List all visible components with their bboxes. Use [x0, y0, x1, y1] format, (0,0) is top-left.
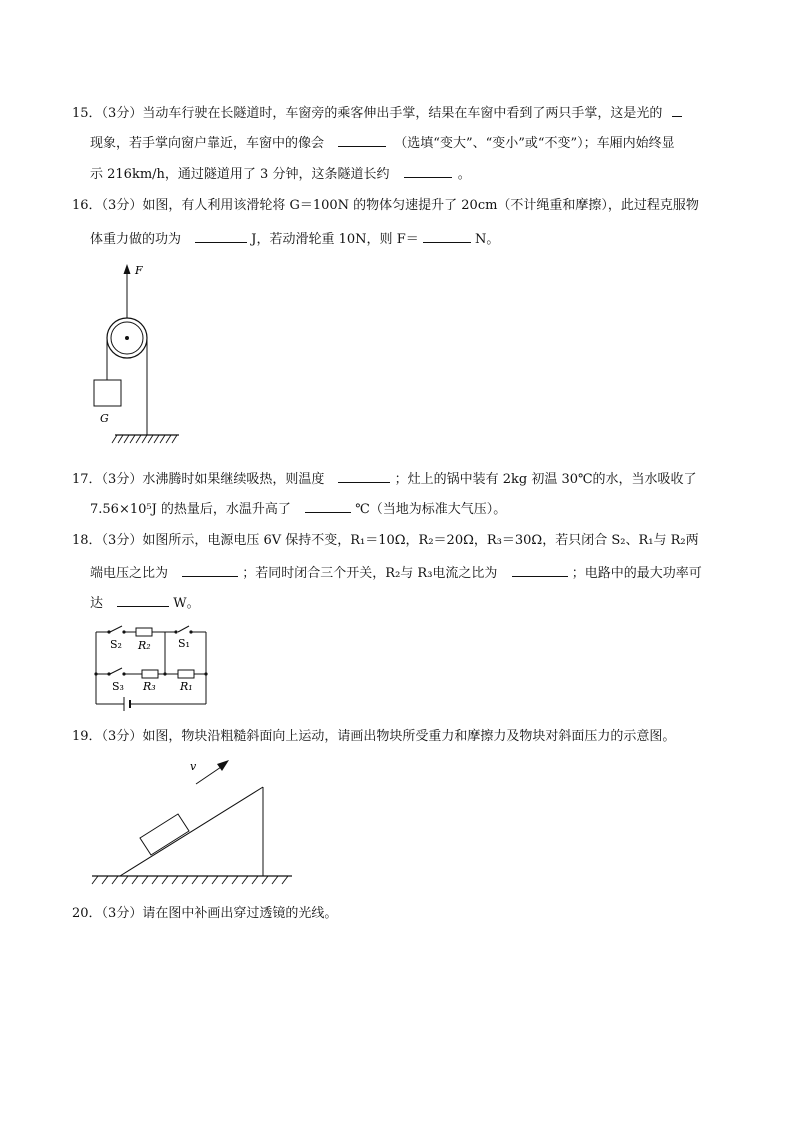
- q17-text-1a: 17．（3分）水沸腾时如果继续吸热，则温度: [72, 472, 325, 487]
- q17-text-2a: 7.56×10⁵J 的热量后，水温升高了: [90, 502, 291, 517]
- q18-text-2b: ；若同时闭合三个开关，R₂与 R₃电流之比为: [242, 566, 498, 581]
- q18-line3: [90, 592, 200, 614]
- q15-blank-2[interactable]: [338, 132, 386, 147]
- q18-blank-2[interactable]: [512, 562, 568, 577]
- q16-text-1: 16．（3分）如图，有人利用该滑轮将 G＝100N 的物体匀速提升了 20cm（不计绳重和摩擦），此过程克服物: [72, 198, 699, 213]
- junction-right: [204, 672, 207, 675]
- q16-line1: [72, 196, 699, 216]
- label-f: F: [135, 264, 143, 277]
- q18-text-3a: 达: [90, 596, 104, 611]
- q15-text-2a: 现象，若手掌向窗户靠近，车窗中的像会: [90, 136, 325, 151]
- switch-s2-blade: [110, 626, 122, 632]
- circuit-figure: [88, 618, 218, 718]
- q18-blank-3[interactable]: [117, 592, 169, 607]
- q20-text-1: 20．（3分）请在图中补画出穿过透镜的光线。: [72, 906, 338, 921]
- q17-blank-1[interactable]: [338, 468, 390, 483]
- q18-text-2a: 端电压之比为: [90, 566, 169, 581]
- pulley-axle: [125, 336, 129, 340]
- q17-text-2b: ℃（当地为标准大气压）。: [355, 502, 507, 517]
- q18-text-1: 18．（3分）如图所示，电源电压 6V 保持不变，R₁＝10Ω，R₂＝20Ω，R₃＝30Ω，若只闭合 S₂、R₁与 R₂两: [72, 533, 699, 548]
- label-s1: S₁: [178, 637, 190, 650]
- weight-block: [94, 380, 121, 406]
- q17-line1: [72, 468, 697, 490]
- switch-s3-blade: [110, 668, 122, 674]
- junction-left: [94, 672, 97, 675]
- ground-hatch: [92, 876, 288, 884]
- q16-line2: [90, 228, 499, 250]
- resistor-r3: [142, 670, 158, 678]
- q16-text-2c: N。: [475, 232, 500, 247]
- s2-contact-right: [122, 630, 125, 633]
- s3-contact-right: [122, 672, 125, 675]
- q16-blank-1[interactable]: [195, 228, 247, 243]
- q15-line1: [72, 102, 682, 124]
- q15-blank-3[interactable]: [404, 163, 452, 178]
- q15-line2: [90, 132, 675, 154]
- ground-hatch: [112, 435, 177, 443]
- q15-blank-1[interactable]: [672, 102, 682, 117]
- resistor-r1: [178, 670, 194, 678]
- s2-contact-left: [107, 630, 110, 633]
- q16-text-2a: 体重力做的功为: [90, 232, 182, 247]
- label-r2: R₂: [138, 639, 151, 652]
- q15-text-1: 15．（3分）当动车行驶在长隧道时，车窗旁的乘客伸出手掌，结果在车窗中看到了两只手掌，这是光的: [72, 106, 663, 121]
- q18-text-2c: ；电路中的最大功率可: [571, 566, 702, 581]
- q18-text-3b: W。: [173, 596, 200, 611]
- q18-blank-1[interactable]: [182, 562, 238, 577]
- label-r3: R₃: [143, 680, 156, 693]
- q19-line1: [72, 727, 675, 747]
- q15-line3: [90, 163, 471, 185]
- label-v: v: [190, 760, 197, 773]
- incline-slope: [120, 787, 263, 876]
- q19-text-1: 19．（3分）如图，物块沿粗糙斜面向上运动，请画出物块所受重力和摩擦力及物块对斜面压力的示意图。: [72, 729, 676, 744]
- q15-text-3a: 示 216km/h，通过隧道用了 3 分钟，这条隧道长约: [90, 167, 390, 182]
- q16-blank-2[interactable]: [423, 228, 471, 243]
- q18-line1: [72, 531, 699, 551]
- junction-mid: [163, 672, 166, 675]
- q18-line2: [90, 562, 702, 584]
- s1-contact-right: [189, 630, 192, 633]
- q17-blank-2[interactable]: [305, 498, 351, 513]
- pulley-figure: [85, 258, 195, 453]
- q16-text-2b: J，若动滑轮重 10N，则 F＝: [251, 232, 419, 247]
- label-s2: S₂: [110, 638, 122, 651]
- q17-text-1b: ；灶上的锅中装有 2kg 初温 30℃的水，当水吸收了: [394, 472, 697, 487]
- label-g: G: [100, 412, 109, 425]
- velocity-arrow-head: [217, 760, 229, 771]
- q15-text-2b: （选填“变大”、“变小”或“不变”）；车厢内始终显: [394, 136, 675, 151]
- s1-contact-left: [174, 630, 177, 633]
- q15-text-3b: 。: [457, 167, 471, 182]
- force-arrow-head: [124, 264, 131, 274]
- switch-s1-blade: [178, 626, 189, 632]
- label-r1: R₁: [180, 680, 193, 693]
- q17-line2: [90, 498, 506, 520]
- q20-line1: [72, 904, 337, 924]
- s3-contact-left: [107, 672, 110, 675]
- incline-figure: [88, 752, 298, 894]
- resistor-r2: [136, 628, 152, 636]
- label-s3: S₃: [112, 680, 124, 693]
